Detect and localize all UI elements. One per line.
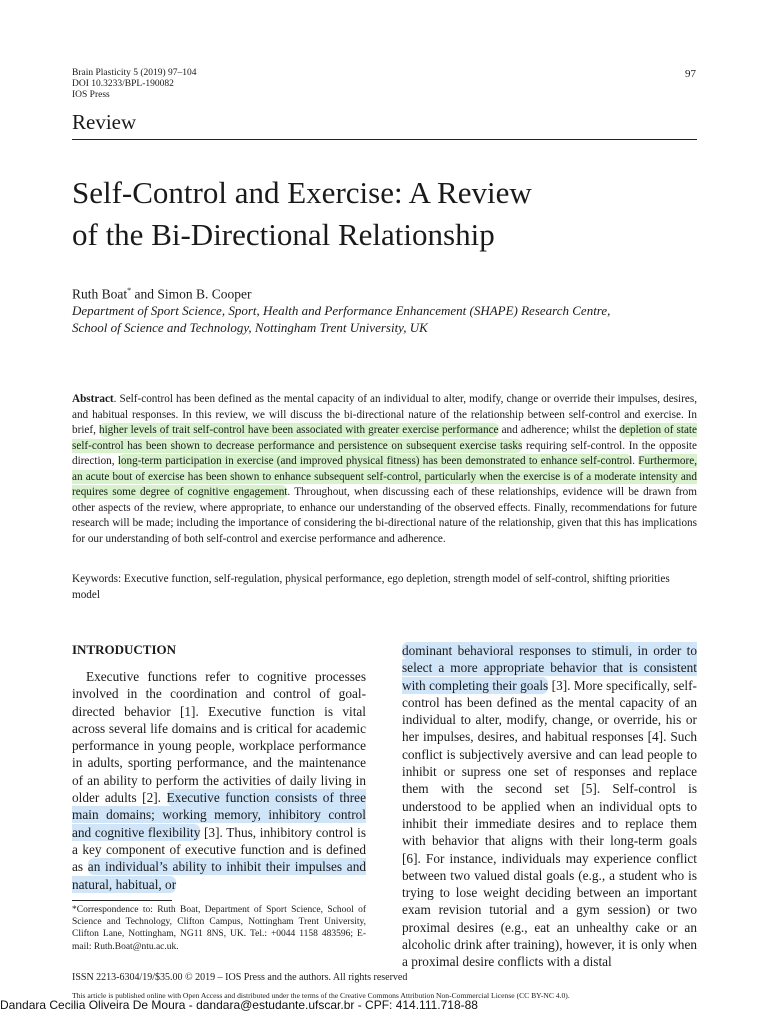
abstract-text: . [632,455,639,467]
intro-text: Executive functions refer to cognitive processes involved in the coordination and control of goal-directed behavior [1]. Executive function is vital across several life domains and is critical for academic performance in young people, workplace performance in adults, sporting performance, and the maintenance of an ability to perform the activities of daily living in older adults [2]. [72,669,366,806]
page-number: 97 [685,68,696,80]
abstract-highlight: Furthermore, an acute bout of exercise has been shown to enhance subsequent self-control, particularly when the exercise is of a moderate intensity and requires some degree of cognitive engagement [72,455,698,498]
abstract-text: . Throughout, when discussing each of these relationships, evidence will be drawn from other aspects of the review, where appropriate, to enhance our understanding of the observed effects. Finally, recommendations for future research will be made; including the importance of considering the bi-directional nature of the relationship, given that this has implications for our understanding of both self-control and exercise performance and adherence. [72,486,697,545]
section-label: Review [72,110,137,134]
abstract-highlight: depletion of state self-control has been shown to decrease performance and persistence on subsequent exercise tasks [72,424,697,452]
abstract-label: Abstract [72,393,114,405]
header-rule [72,139,697,140]
affiliation-line-2: School of Science and Technology, Nottingham Trent University, UK [72,320,428,335]
issn-line: ISSN 2213-6304/19/$35.00 © 2019 – IOS Press and the authors. All rights reserved [72,972,408,983]
intro-text: [3]. More specifically, self-control has been defined as the mental capacity of an individual to alter, modify, change, or override, his or her impulses, desires, and habitual responses [4]. Such conflict is subjectively aversive and can lead people to inhibit or supress one set of responses and replace them with the second set [5]. Self-control is understood to be applied when an individual opts to inhibit their immediate desires and to replace them with behavior that aligns with their long-term goals [6]. For instance, individuals may experience conflict between two valued distal goals (e.g., a student who is trying to lose weight deciding between an important exam revision tutorial and a gym session) or two proximal desires (e.g., eat an unhealthy cake or an alcoholic drink after training), however, it is only when a proximal desire conflicts with a distal [402,677,697,970]
license-line: This article is published online with Open Access and distributed under the terms of the Creative Commons Attribution Non-Commercial License (CC BY-NC 4.0). [72,991,570,1000]
author-list [72,286,252,303]
author-2: and Simon B. Cooper [131,286,252,302]
intro-paragraph [72,668,366,893]
download-watermark: Dandara Cecilia Oliveira De Moura - dandara@estudante.ufscar.br - CPF: 414.111.718-88 [0,998,478,1012]
introduction-heading: INTRODUCTION [72,642,177,657]
title-line-1: Self-Control and Exercise: A Review [72,175,532,210]
right-column [402,642,697,971]
affiliation-line-1: Department of Sport Science, Sport, Health and Performance Enhancement (SHAPE) Research Centre, [72,303,611,318]
footnote-rule [72,900,172,901]
journal-citation: Brain Plasticity 5 (2019) 97–104 [72,68,197,78]
intro-highlight: an individual’s ability to inhibit their impulses and natural, habitual, or [72,859,366,892]
abstract-text: . Self-control has been defined as the mental capacity of an individual to alter, modify, change or override their impulses, desires, and habitual responses. In this review, we will discuss the bi-directional nature of the relationship between self-control and exercise. In brief, [72,393,697,436]
journal-header [72,68,372,101]
title-line-2: of the Bi-Directional Relationship [72,217,495,252]
abstract-highlight: higher levels of trait self-control have been associated with greater exercise performance [98,424,499,436]
correspondence-footnote: *Correspondence to: Ruth Boat, Department of Sport Science, School of Science and Technology, Clifton Campus, Nottingham Trent University, Clifton Lane, Nottingham, NG11 8NS, UK. Tel.: +0044 1158 483596; E-mail: Ruth.Boat@ntu.ac.uk. [72,905,366,952]
intro-continued-paragraph [402,642,697,971]
abstract-text: requiring self-control. In the opposite direction, [72,439,697,467]
journal-doi: DOI 10.3233/BPL-190082 [72,79,174,89]
abstract [72,392,697,547]
keywords: Keywords: Executive function, self-regulation, physical performance, ego depletion, strength model of self-control, shifting priorities model [72,573,670,601]
correspondence-mark: * [127,286,132,295]
abstract-text: and adherence; whilst the [498,424,620,436]
affiliation [72,302,697,336]
author-1: Ruth Boat [72,286,128,302]
intro-highlight: dominant behavioral responses to stimuli, in order to select a more appropriate behavior that is consistent with completing their goals [402,643,697,693]
journal-publisher: IOS Press [72,90,110,100]
left-column [72,642,366,893]
article-title [72,172,697,256]
abstract-highlight: long-term participation in exercise (and improved physical fitness) has been demonstrated to enhance self-control [117,455,633,467]
intro-text: [3]. Thus, inhibitory control is a key component of executive function and is defined as [72,824,366,875]
intro-highlight: Executive function consists of three main domains; working memory, inhibitory control and cognitive flexibility [72,790,366,840]
